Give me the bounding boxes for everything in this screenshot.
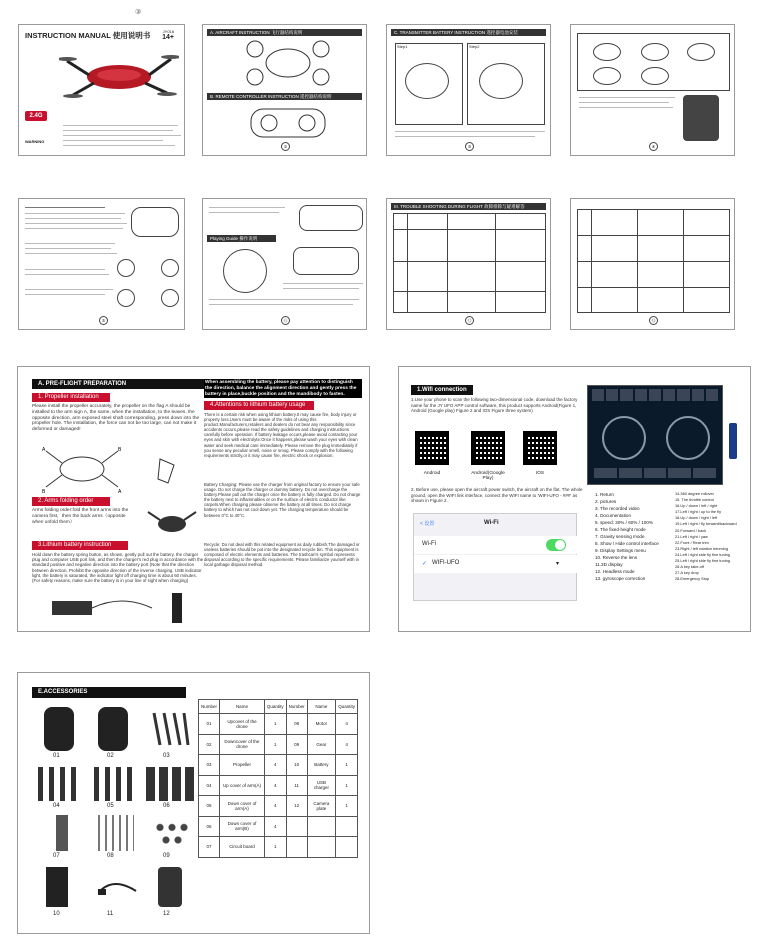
svg-text:B: B (42, 489, 46, 495)
accessory-number: 12 (163, 911, 170, 917)
wifi-network-name: WIFI-UFO (432, 560, 460, 566)
cover-page-thumbnail (18, 24, 185, 156)
list-item: 15. The throttle control (675, 497, 714, 503)
svg-text:A: A (118, 489, 122, 495)
accessory-image-11 (96, 873, 140, 903)
list-item: 5. speed: 30% / 60% / 100% (595, 520, 653, 525)
list-item: 13. gyroscope correction (595, 576, 646, 581)
aircraft-instruction-thumbnail (202, 24, 367, 156)
list-item: 19.Left / right / fly forward/backward (675, 521, 737, 527)
table-header: Number (199, 700, 220, 714)
right-joystick[interactable] (666, 416, 710, 460)
troubleshooting-cont-thumbnail (570, 198, 735, 330)
page-number: ② (281, 142, 290, 151)
page-marker: ③ (135, 9, 142, 16)
function-list-left (595, 491, 671, 582)
phone-wifi-screenshot (413, 513, 577, 601)
list-item: 27.A key drop (675, 570, 699, 576)
qr-label-ios: IOS (535, 471, 545, 476)
list-item: 21.Left / right / yaw (675, 533, 708, 539)
accessory-number: 08 (107, 853, 114, 859)
list-item: 18.Up / down / right / left (675, 515, 718, 521)
table-header: Name (220, 700, 265, 714)
list-item: 16.Up / down / left / right (675, 503, 718, 509)
list-item: 24.Left / right side fly fine tuning (675, 551, 730, 557)
cover-model: JY018 (162, 29, 174, 34)
table-header: Quantity (264, 700, 286, 714)
battery-charging-text: Battery Charging: Please use the charger from original factory to ensure your safe usage. Do not charge the charger or dummy battery. Do not overcharge the battery.Please pull out the charger once the battery is fully charged. Do not charge the battery next to inflammables or on the surface of electric conductor like carpets.When charging please observe the battery at all times. Do not charge battery to which has not cool down yet. The charging temperature should be between 0°C to 40°C. (204, 482, 361, 518)
wifi-signal-icon: ▾ (556, 561, 560, 567)
list-item: 1. Return (595, 492, 614, 497)
list-item: 20.Forward / back (675, 527, 707, 533)
accessory-number: 07 (53, 853, 60, 859)
step1-label: Step1 (397, 44, 408, 49)
propeller-heading: 1. Propeller installation (32, 393, 110, 402)
page-number: ④ (649, 142, 658, 151)
wifi-toggle[interactable] (546, 539, 566, 551)
step2-label: Step2 (469, 44, 480, 49)
accessory-image-02 (98, 707, 128, 751)
qr-label-android: Android (423, 471, 441, 476)
accessory-number: 03 (163, 753, 170, 759)
preflight-preparation-page (17, 366, 370, 632)
table-row: 04 Up cover of arm(A) 4 11 USB charger 1 (199, 775, 358, 796)
list-item: 7. Gravity sensing mode (595, 534, 645, 539)
svg-text:B: B (118, 447, 122, 453)
table-header: Number (286, 700, 307, 714)
list-item: 6. The fixed-height mode (595, 527, 646, 532)
accessory-number: 09 (163, 853, 170, 859)
accessories-header: E.ACCESSORIES (32, 687, 186, 698)
thumb-header: C. TRANSMITTER BATTERY INSTRUCTION 遥控器电池安装 (391, 29, 546, 36)
list-item: 23.Right / left rotation trimming (675, 545, 728, 551)
thumb-header: III. TROUBLE SHOOTING DURING FLIGHT 故障排除与疑难解答 (391, 203, 546, 210)
qr-android[interactable] (415, 431, 449, 465)
thumb-header: Playing Guide 操作说明 (207, 235, 276, 242)
page-number: ③ (465, 142, 474, 151)
accessory-number: 01 (53, 753, 60, 759)
back-link[interactable]: < 设置 (420, 521, 435, 527)
controller-diagram (245, 105, 331, 141)
accessories-table (198, 699, 358, 858)
troubleshooting-thumbnail (386, 198, 551, 330)
table-row: 01 Upcover of the drone 1 08 Motor 4 (199, 714, 358, 735)
app-control-screenshot (587, 385, 723, 485)
accessory-image-12 (158, 867, 182, 907)
battery-text: Hold down the battery spring button, as shown, gently pull out the battery, the charger plug and computer USB port link, and then the charger's red plug in accordance with the standard positive and negative direction into the battery port (Note that the direction between direction, Prohibit the opposite direction of the inverse charging. USB indicator light, the battery is saturated, the indicator light off charging time is about 60 minutes. (For safety reasons, make sure the battery is in your line of sight when charging) (32, 552, 204, 584)
table-row: 03 Propeller 4 10 Battery 1 (199, 755, 358, 776)
accessory-number: 10 (53, 911, 60, 917)
wifi-header: 1.Wifi connection (411, 385, 473, 395)
wifi-step2: 2. Before use, please open the aircraft power switch, the aircraft on the flat. The whole ground, open the WIFI link interface, connect the WIFI name to 'WIFI-UFO - ###' as shown in Figure 2. (411, 487, 583, 503)
accessory-number: 06 (163, 803, 170, 809)
accessory-number: 05 (107, 803, 114, 809)
accessory-number: 04 (53, 803, 60, 809)
arms-heading: 2. Arms folding order (32, 497, 110, 506)
accessory-image-07 (56, 815, 68, 851)
warning-label: WARNING (25, 139, 45, 144)
list-item: 17.Left / right / up to the fly (675, 509, 722, 515)
arms-text: Arms folding order:fold the front arms into the camera first，then the back arms（opposite when unfold them） (32, 508, 129, 525)
battery-usage-heading: 4.Attentions to lithium battery usage (204, 401, 314, 410)
accessory-image-09 (152, 819, 192, 847)
accessory-image-04 (38, 767, 80, 801)
battery-usage-text: There is a certain risk when using lithium battery.It may cause fire, body injury or property loss.Users must be aware of the risks of using this product.Manufacturers,retailers and dealers do not bear any responsibility since accidents occurs,please read the safety guidelines and charging instructions carefully before operation. If battery leakage occurs,please avoid contacting your eyes and skin with electrolyte.Once it happens,please wash your eyes with clean water and seek medical care immediately. Please remove the plug immediately if you sense any peculiar smell, noise or smog. Please comply with the following requirements strictly,or it may cause fire, electric shock or explosion. (204, 412, 358, 458)
list-item: 14.360 degree rollover (675, 491, 714, 496)
list-item: 26.A key take-off (675, 564, 704, 570)
qr-label-google: Android(Google Play) (471, 471, 505, 481)
accessory-image-05 (94, 767, 136, 801)
table-row: 07 Circuit board 1 (199, 837, 358, 858)
cover-age: 14+ (162, 34, 174, 41)
accessory-image-08 (98, 815, 134, 851)
list-item: 2. pictures (595, 499, 617, 504)
wifi-connection-page (398, 366, 751, 632)
accessory-image-06 (146, 767, 194, 801)
qr-google-play[interactable] (471, 431, 505, 465)
flight-modes-thumbnail (570, 24, 735, 156)
battery-instruction-thumbnail (386, 24, 551, 156)
phone-side-icon (729, 423, 737, 459)
page-number: ⑬ (649, 316, 658, 325)
battery-heading: 3.Lithium battery instruction (32, 541, 128, 550)
propeller-text: Please install the propeller accurately, the propeller on the flag A should be installed to the arm sign A, the same, when the installation, to the leaves, the opposite direction, arm exposed steel shaft corresponding, press down into the propeller hole. The installation, the force can not be too large, can not make it deformed or damaged! (32, 404, 200, 433)
page-number: ⑤ (99, 316, 108, 325)
accessory-number: 11 (107, 911, 114, 917)
accessory-image-03 (146, 707, 192, 751)
phone-title: Wi-Fi (484, 520, 499, 526)
arms-diagram (142, 507, 202, 541)
list-item: 3. The recorded video (595, 506, 640, 511)
list-item: 22.Front / Rear trim (675, 539, 709, 545)
list-item: 28.Emergency Stop (675, 576, 710, 582)
table-row: 02 Downcover of the drone 1 09 Gear 4 (199, 734, 358, 755)
list-item: 12. Headless mode (595, 569, 635, 574)
list-item: 10. Reverse the lens (595, 555, 638, 560)
cover-title: INSTRUCTION MANUAL 使用说明书 (25, 31, 151, 40)
table-row: 06 Down cover of arm(B) 4 (199, 816, 358, 837)
table-header: Quantity (336, 700, 358, 714)
recycle-text: Recycle: Do not deal with this related equipment as daily rubbish.The damaged or useless batteries should be put into the designated recycle bin. This equipment is composed of electric elements and batteries. The trashcan's symbol represents disposal according to the specific requirements. Please familiarize yourself with in local garbage disposal method. (204, 542, 360, 568)
battery-charging-diagram (32, 589, 204, 629)
propeller-diagram (32, 445, 204, 495)
playing-guide-thumbnail (202, 198, 367, 330)
accessory-image-01 (44, 707, 74, 751)
check-icon: ✓ (422, 561, 428, 567)
assembly-note: When assembling the battery, please pay attention to distinguish the direction, balance the alignment direction and gently press the battery in place,buckle position and the mandibody to fasten. (204, 379, 362, 398)
page-number: ⑫ (465, 316, 474, 325)
list-item: 8. Show / Hide control interface (595, 541, 659, 546)
aircraft-diagram (243, 39, 333, 87)
qr-ios[interactable] (523, 431, 557, 465)
drone-photo (59, 45, 179, 103)
accessory-image-10 (46, 867, 68, 907)
thumb-header: B. REMOTE CONTROLLER INSTRUCTION 遥控器结构说明 (207, 93, 362, 100)
controller-guide-thumbnail (18, 198, 185, 330)
thumb-header: A. AIRCRAFT INSTRUCTION 飞行器结构说明 (207, 29, 362, 36)
freq-badge: 2.4G (25, 111, 47, 121)
accessories-page (17, 672, 370, 934)
wifi-intro: 1.Use your phone to scan the following two-dimensional code, download the factory name for the JY UFO APP control software, this product supports Android(Figure 1, Android (Google play) Figure 2 and IOS Figure three system) (411, 397, 578, 413)
left-joystick[interactable] (602, 416, 646, 460)
function-list-right (675, 491, 749, 582)
wifi-toggle-label: Wi-Fi (422, 541, 436, 547)
list-item: 4. Documentation (595, 513, 632, 518)
svg-text:A: A (42, 447, 46, 453)
accessory-number: 02 (107, 753, 114, 759)
list-item: 9. Display Settings menu (595, 548, 646, 553)
list-item: 11.3D display (595, 562, 623, 567)
page-number: ⑪ (281, 316, 290, 325)
table-header: Name (307, 700, 336, 714)
list-item: 25.Left / right side fly fine tuning (675, 558, 730, 564)
section-header: A. PRE-FLIGHT PREPARATION (32, 379, 204, 389)
table-row: 05 Down cover of arm(A) 4 12 Camera plate 1 (199, 796, 358, 817)
